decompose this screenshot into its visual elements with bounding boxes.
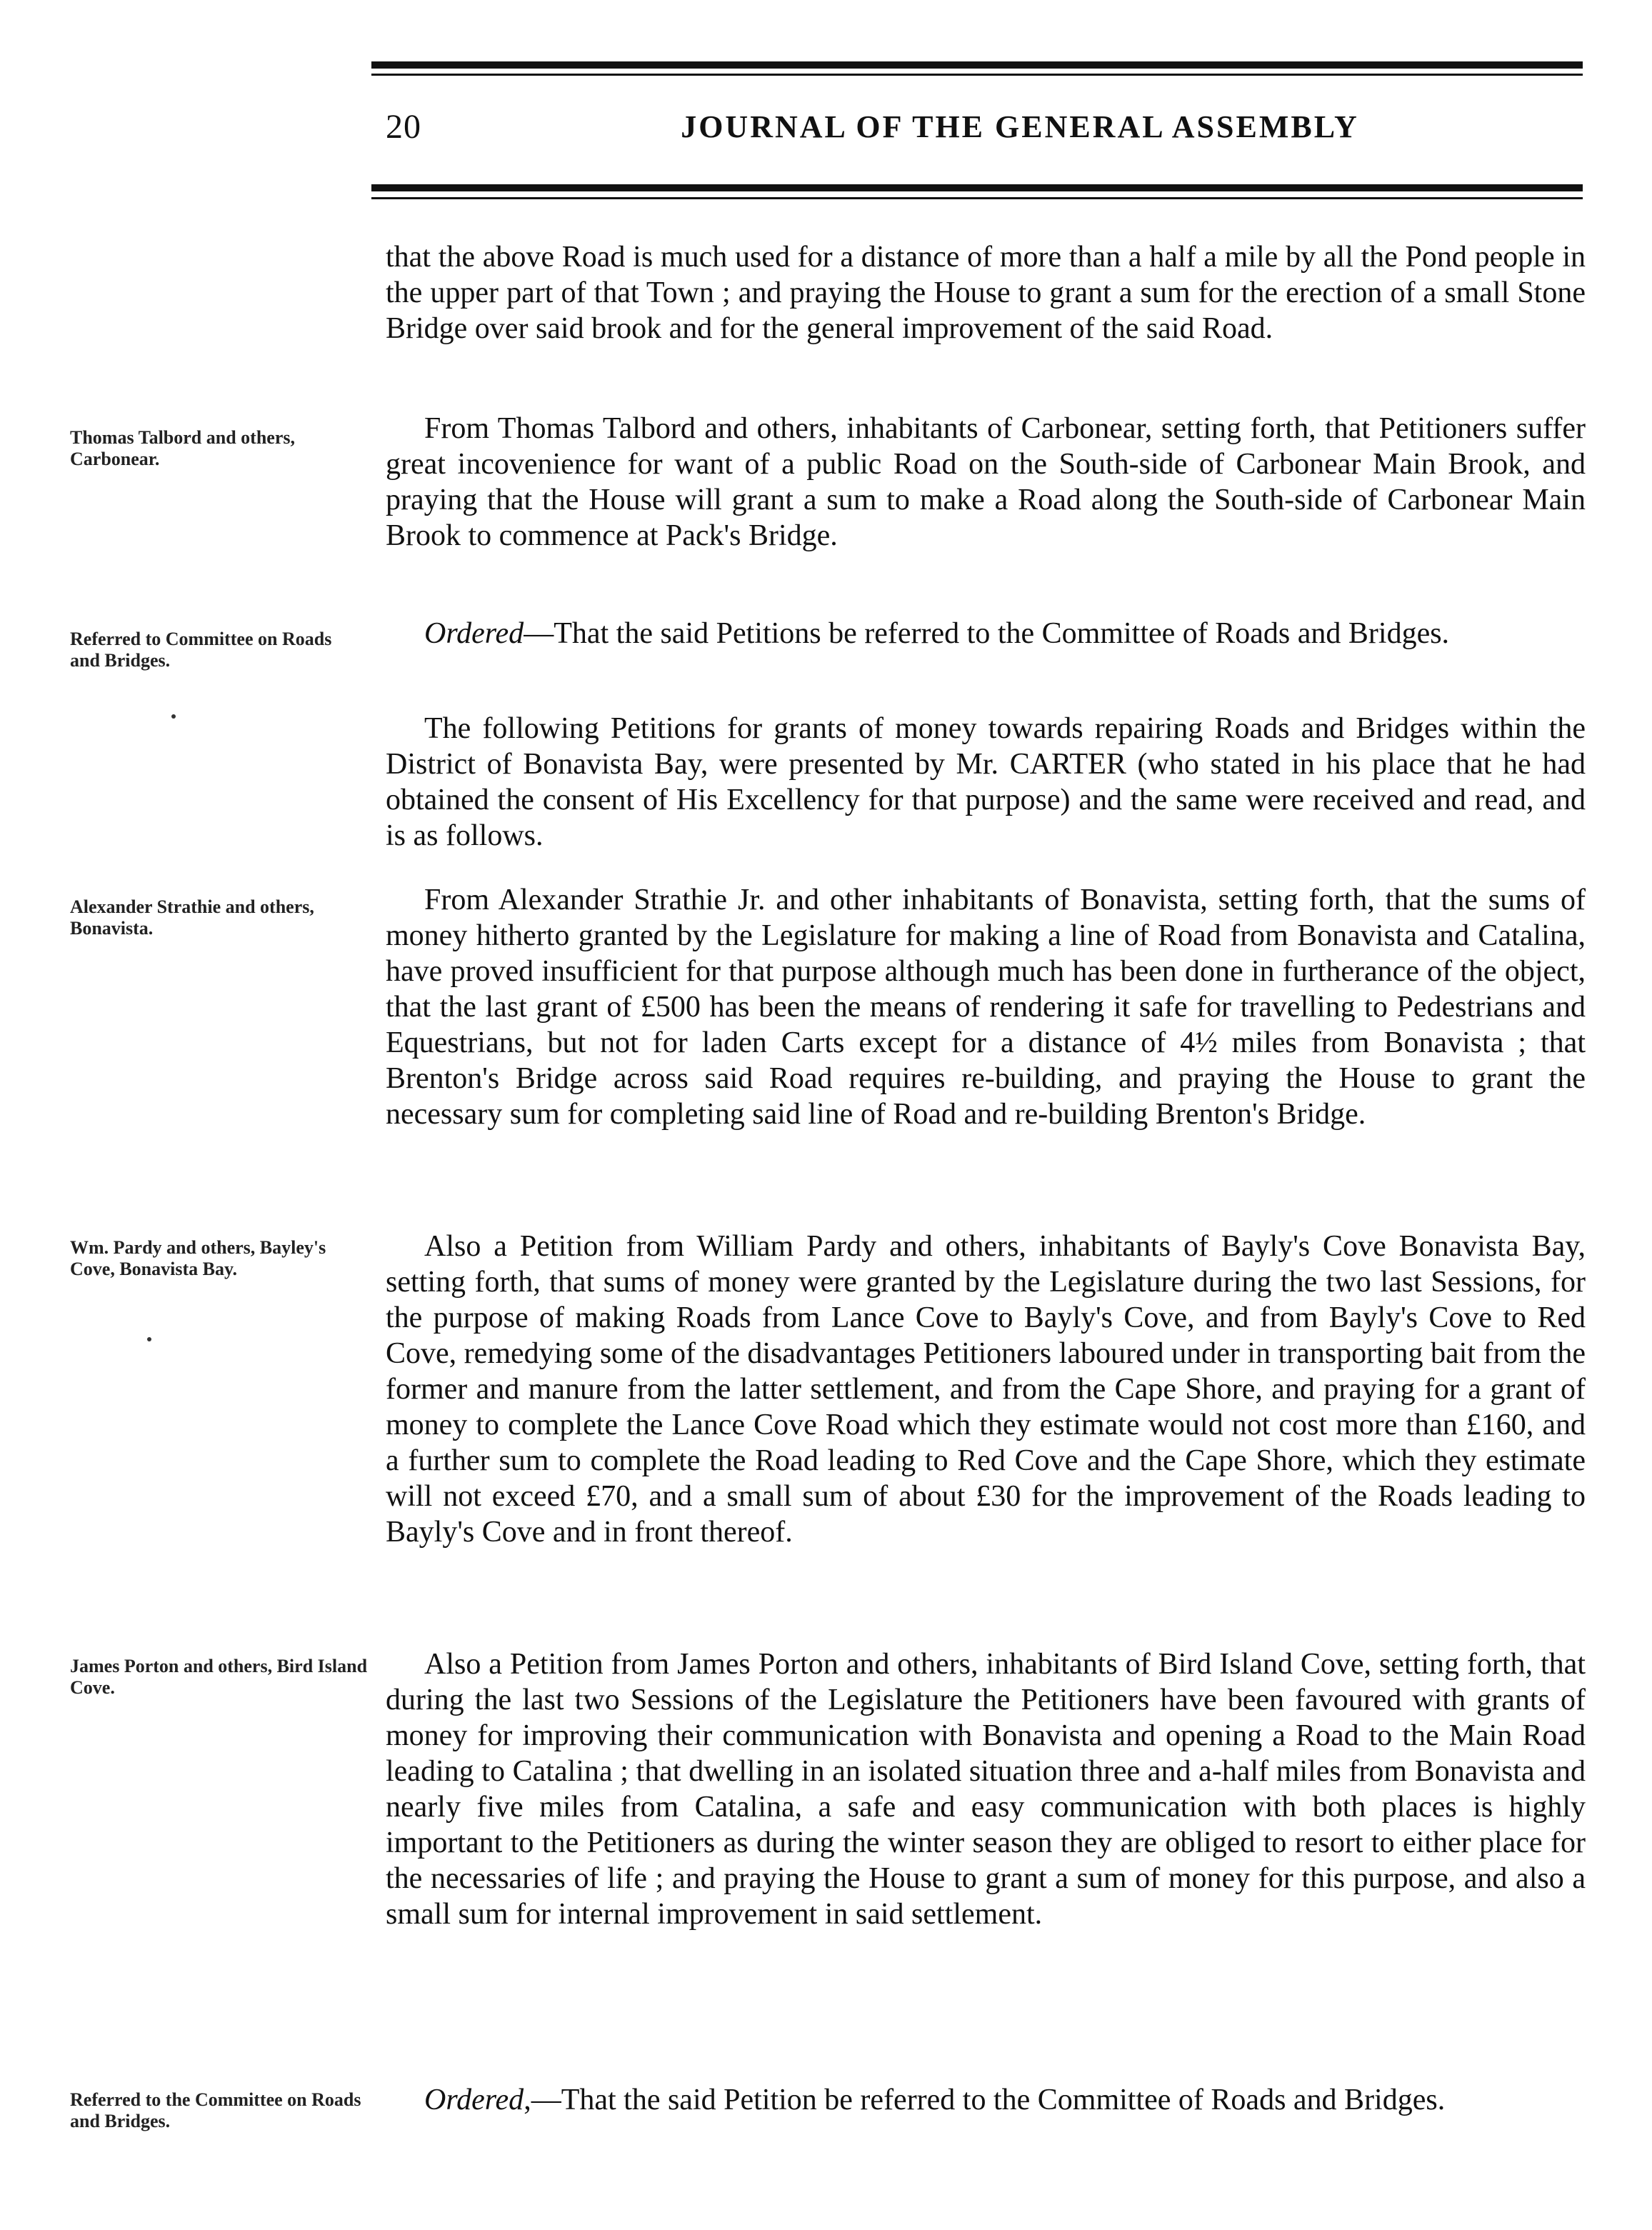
paragraph-porton-petition bbox=[386, 1646, 1586, 1932]
margin-note-strathie: Alexander Strathie and others, Bonavista. bbox=[70, 896, 314, 939]
paragraph-ordered-2 bbox=[386, 2082, 1586, 2118]
page-number: 20 bbox=[386, 108, 421, 146]
ordered-label: Ordered bbox=[424, 2084, 524, 2116]
paragraph-text: Also a Petition from William Pardy and others, inhabitants of Bayly's Cove Bonavista Bay, setting forth, that sums of money were granted by the Legislature during the two last Sessions, for the purpose of making Roads from Lance Cove to Bayly's Cove, and from Bayly's Cove to Red Cove, remedying some of the disadvantages Petitioners laboured under in transporting bait from the former and manure from the latter settlement, and from the Cape Shore, and praying for a grant of money to complete the Lance Cove Road which they estimate would not cost more than £160, and a further sum to complete the Road leading to Red Cove and the Cape Shore, which they estimate will not exceed £70, and a small sum of about £30 for the improvement of the Roads leading to Bayly's Cove and in front thereof. bbox=[386, 1230, 1586, 1549]
margin-note-referred-2: Referred to the Committee on Roads and Bridges. bbox=[70, 2089, 361, 2131]
paragraph-road-continuation bbox=[386, 239, 1586, 346]
ordered-label: Ordered bbox=[424, 617, 524, 650]
margin-note-porton: James Porton and others, Bird Island Cove. bbox=[70, 1656, 368, 1698]
paragraph-text: From Thomas Talbord and others, inhabitants of Carbonear, setting forth, that Petitioners suffer great incovenience for want of a public Road on the South-side of Carbonear Main Brook, and praying that the House will grant a sum to make a Road along the South-side of Carbonear Main Brook to commence at Pack's Bridge. bbox=[386, 412, 1586, 552]
margin-note-talbord: Thomas Talbord and others, Carbonear. bbox=[70, 427, 295, 469]
page-header bbox=[371, 107, 1583, 157]
paragraph-text: Also a Petition from James Porton and others, inhabitants of Bird Island Cove, setting forth, that during the last two Sessions of the Legislature the Petitioners have been favoured with grants of money for improving their communication with Bonavista and opening a Road to the Main Road leading to Catalina ; that dwelling in an isolated situation three and a-half miles from Bonavista and nearly five miles from Catalina, a safe and easy communication with both places is highly important to the Petitioners as during the winter season they are obliged to resort to either place for the necessaries of life ; and praying the House to grant a sum of money for this purpose, and also a small sum for internal improvement in said settlement. bbox=[386, 1648, 1586, 1931]
journal-title: JOURNAL OF THE GENERAL ASSEMBLY bbox=[681, 109, 1359, 144]
margin-note-referred-1: Referred to Committee on Roads and Bridges. bbox=[70, 629, 332, 671]
paragraph-text: That the said Petitions be referred to the Committee of Roads and Bridges. bbox=[554, 617, 1450, 650]
paragraph-text: The following Petitions for grants of money towards repairing Roads and Bridges within the District of Bonavista Bay, were presented by Mr. CARTER (who stated in his place that he had obtained the consent of His Excellency for that purpose) and the same were received and read, and is as follows. bbox=[386, 712, 1586, 852]
top-rule-thin bbox=[371, 74, 1583, 76]
paragraph-text: From Alexander Strathie Jr. and other inhabitants of Bonavista, setting forth, that the sums of money hitherto granted by the Legislature for making a line of Road from Bonavista and Catalina, have proved insufficient for that purpose although much has been done in furtherance of the object, that the last grant of £500 has been the means of rendering it safe for travelling to Pedestrians and Equestrians, but not for laden Carts except for a distance of 4½ miles from Bonavista ; that Brenton's Bridge across said Road requires re-building, and praying the House to grant the necessary sum for completing said line of Road and re-building Brenton's Bridge. bbox=[386, 884, 1586, 1131]
print-speck bbox=[147, 1337, 151, 1341]
top-rule-thick bbox=[371, 61, 1583, 69]
paragraph-ordered-1: Ordered—That the said Petitions be referred to the Committee of Roads and Bridges. bbox=[424, 617, 1450, 650]
paragraph-text: that the above Road is much used for a distance of more than a half a mile by all the Pond people in the upper part of that Town ; and praying the House to grant a sum for the erection of a small Stone Bridge over said brook and for the general improvement of the said Road. bbox=[386, 241, 1586, 345]
header-rule-thin bbox=[371, 197, 1583, 199]
paragraph-bonavista-intro bbox=[386, 711, 1586, 854]
header-rule-thick bbox=[371, 184, 1583, 191]
margin-note-pardy: Wm. Pardy and others, Bayley's Cove, Bonavista Bay. bbox=[70, 1237, 326, 1279]
paragraph-pardy-petition bbox=[386, 1229, 1586, 1550]
paragraph-strathie-petition bbox=[386, 882, 1586, 1132]
print-speck bbox=[171, 714, 176, 719]
paragraph-text: ,—That the said Petition be referred to the Committee of Roads and Bridges. bbox=[524, 2084, 1446, 2116]
paragraph-talbord-petition bbox=[386, 411, 1586, 554]
